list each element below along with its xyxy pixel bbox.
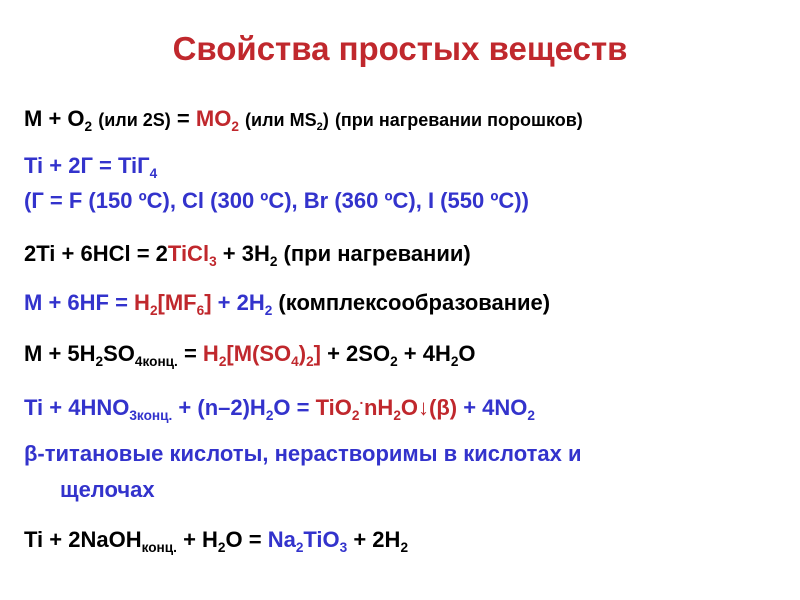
halogen-temperatures: (Г = F (150 ºC), Cl (300 ºC), Br (360 ºC), I (550 ºC)) — [24, 188, 529, 213]
eq1-lhs: M + O — [24, 106, 85, 131]
eq1-alt-reactant: (или 2S) — [98, 110, 171, 130]
equation-halogenation: Ti + 2Г = TiГ$_4$ — [24, 153, 158, 181]
slide-title: Свойства простых веществ — [172, 30, 628, 67]
eq6-product: $TiO_2^\cdot nH_2O↓(\beta)$ — [315, 395, 458, 423]
eq1-product: $MO_2$ — [195, 106, 239, 134]
eq4-product: $H_2[MF_6]$ — [134, 290, 212, 318]
eq8-product: $Na_2TiO_3$ — [267, 527, 348, 555]
beta-titanic-acid-note-cont: щелочах — [60, 477, 155, 502]
beta-titanic-acid-note: β-титановые кислоты, нерастворимы в кислотах и — [24, 441, 582, 466]
equation-naoh: Ti + 2NaOH$_{конц.}$ + $H_2O = Na_2TiO_3 + 2H_2$ — [24, 527, 409, 555]
eq3-product: TiCl$_3$ — [167, 241, 217, 269]
equation-hcl: 2Ti + 6HCl = 2TiCl$_3$ + $3H_2$ (при нагревании) — [24, 241, 471, 269]
equation-sulfuric: $M + 5H_2SO_{4конц.} = H_2[M(SO_4)_2] + 2SO_2 + 4H_2O$ — [24, 341, 476, 369]
equation-hf: $M + 6HF = H_2[MF_6] + 2H_2$ (комплексообразование) — [24, 290, 551, 318]
eq1-condition: (при нагревании порошков) — [334, 110, 583, 130]
eq5-product: $H_2[M(SO_4)_2]$ — [202, 341, 321, 369]
equation-nitric: $Ti + 4HNO_{3конц.} + (n-2)H_2O$ = $TiO_2^\cdot nH_2O↓(\beta) + 4NO_2$ — [24, 395, 535, 423]
equation-oxidation: $M + O_2$ (или $2S) = MO_2$ (или $MS_2$) (при нагревании порошков) — [24, 106, 583, 134]
eq1-alt-product: (или $MS_2$) — [245, 110, 329, 133]
